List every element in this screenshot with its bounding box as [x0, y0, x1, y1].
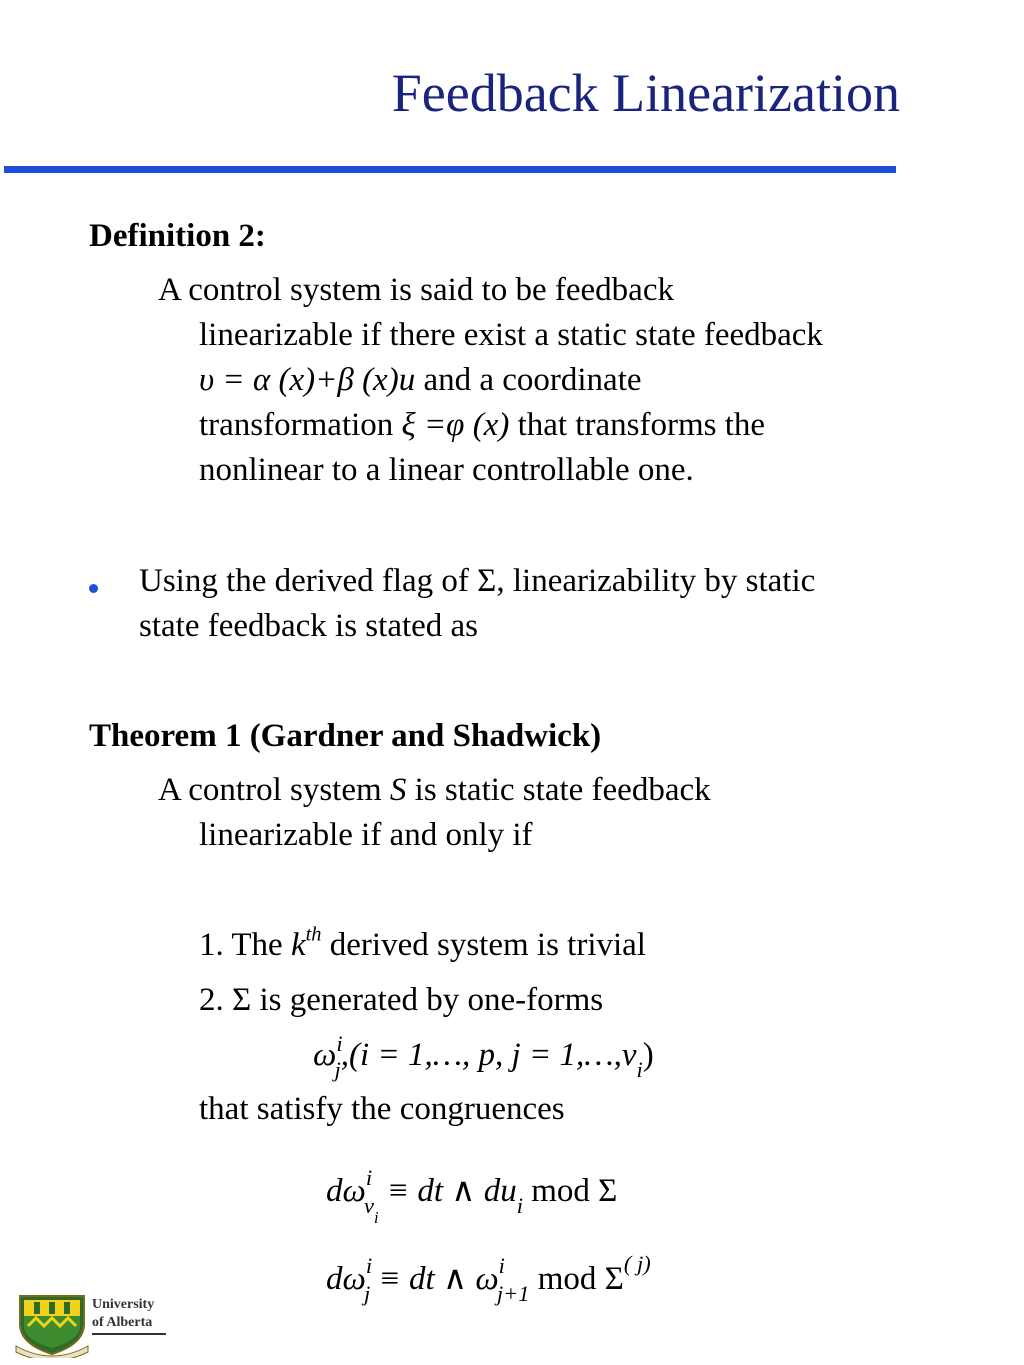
item-1-var: k [290, 927, 306, 963]
title-underline [4, 166, 896, 173]
omega-symbol: ω [313, 1037, 337, 1073]
definition-line-3 [199, 358, 823, 403]
one-forms-expression [313, 1031, 654, 1082]
item-1-pre: 1. The [199, 927, 291, 963]
theorem-line-1-post: is static state feedback [406, 772, 711, 808]
satisfy-line: that satisfy the congruences [199, 1091, 565, 1127]
definition-line-4 [199, 403, 823, 448]
theorem-line-2: linearizable if and only if [199, 817, 533, 853]
logo-divider [92, 1333, 166, 1335]
cong2-sub: j [364, 1281, 371, 1306]
definition-line-2: linearizable if there exist a static state feedback [199, 317, 823, 353]
forms-range: ,(i = 1,…, p, j = 1,…,ν [340, 1037, 637, 1073]
definition-heading: Definition 2: [89, 218, 266, 254]
cong1-subsub: i [374, 1208, 379, 1227]
feedback-equation: υ = α (x)+β (x)u [199, 362, 416, 398]
definition-line-3-text: and a coordinate [415, 362, 642, 398]
forms-range-sub: i [636, 1057, 643, 1082]
cong1-mid: ≡ dt ∧ du [378, 1173, 517, 1209]
cong1-mod: mod Σ [522, 1173, 618, 1209]
congruence-1 [326, 1165, 618, 1227]
congruence-2 [326, 1251, 651, 1306]
logo-line-2: of Alberta [92, 1315, 153, 1330]
definition-line-1: A control system is said to be feedback [158, 272, 674, 308]
definition-body [158, 268, 674, 313]
theorem-var-s: S [389, 772, 407, 808]
cong1-mid-sub: i [516, 1193, 523, 1218]
omega-sub: j [334, 1057, 341, 1082]
logo-line-1: University [92, 1297, 155, 1312]
definition-line-4-post: that transforms the [509, 407, 766, 443]
item-1-post: derived system is trivial [321, 927, 646, 963]
cong1-sup: i [365, 1165, 373, 1190]
theorem-item-1 [199, 923, 646, 968]
theorem-heading: Theorem 1 (Gardner and Shadwick) [89, 718, 602, 754]
cong2-mid: ≡ dt ∧ ω [370, 1261, 499, 1297]
theorem-line-1-pre: A control system [158, 772, 390, 808]
slide-title: Feedback Linearization [391, 63, 900, 123]
theorem-line-1 [158, 768, 711, 813]
forms-close: ) [642, 1037, 654, 1073]
cong2-mod: mod Σ [529, 1261, 624, 1297]
cong2-left: dω [326, 1261, 366, 1297]
cong1-sub: ν [364, 1193, 375, 1218]
cong2-sup: i [365, 1253, 373, 1278]
item-1-sup: th [305, 923, 322, 946]
omega-sup: i [336, 1031, 343, 1056]
bullet-text [139, 559, 815, 649]
cong2-mod-sup: ( j) [623, 1251, 651, 1276]
bullet-line-2: state feedback is stated as [139, 608, 479, 644]
university-wordmark [92, 1296, 154, 1332]
definition-line-4-pre: transformation [199, 407, 402, 443]
cong1-left: dω [326, 1173, 366, 1209]
cong2-mid-sub: j+1 [496, 1281, 530, 1306]
definition-continuation [199, 313, 823, 493]
transform-equation: ξ =φ (x) [401, 407, 510, 443]
bullet-icon [89, 584, 98, 593]
cong2-mid-sup: i [498, 1253, 505, 1278]
theorem-item-2: 2. Σ is generated by one-forms [199, 982, 604, 1018]
definition-line-5: nonlinear to a linear controllable one. [199, 452, 694, 488]
bullet-line-1: Using the derived flag of Σ, linearizability by static [139, 563, 816, 599]
